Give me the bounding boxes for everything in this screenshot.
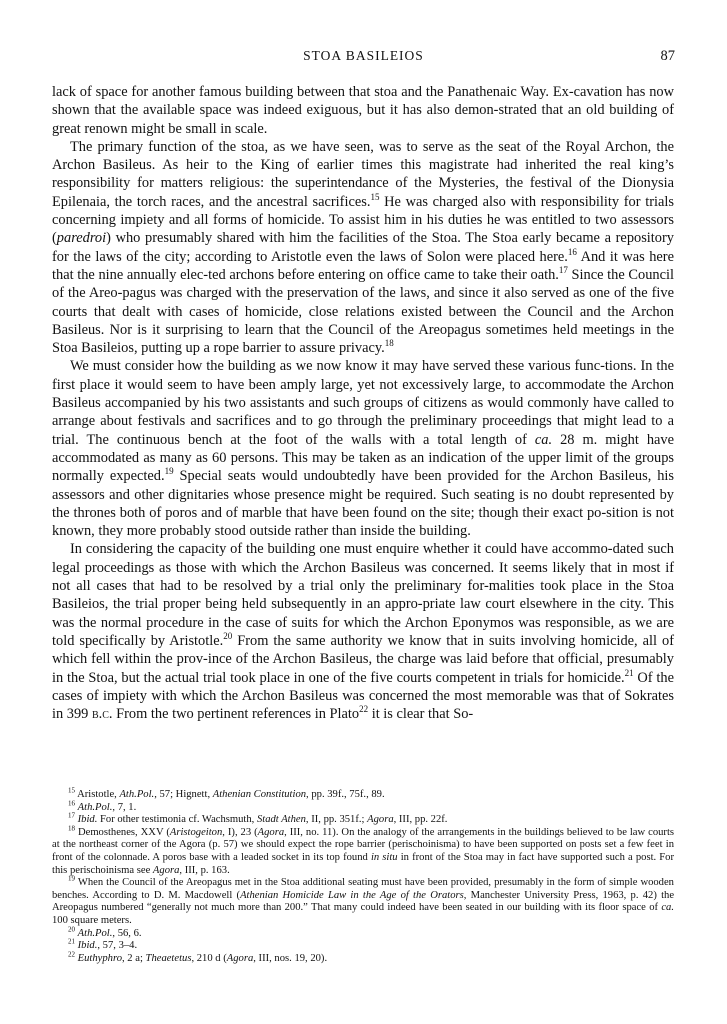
- text-run: 28 m. might have accommodated as many as 60 persons. This may be taken as an indication of the upper limit of the groups normally expected.: [52, 431, 674, 485]
- footnote: [52, 925, 674, 941]
- paragraph: [52, 138, 674, 358]
- footnote-reference: 20: [223, 631, 233, 642]
- text-run: , pp. 39f., 75f., 89.: [306, 789, 385, 800]
- page-header: [52, 48, 675, 66]
- footnote-reference: 18: [384, 338, 394, 349]
- footnote-number: 16: [68, 799, 75, 808]
- text-run: , 210 d (: [191, 952, 227, 964]
- footnote-reference: 22: [359, 704, 369, 715]
- italic-text: Agora: [367, 814, 394, 826]
- italic-text: Theaetetus: [145, 952, 192, 964]
- footnote-number: 19: [68, 874, 75, 883]
- text-run: lack of space for another famous building between that stoa and the Panathenaic Way. Ex-cavation has now shown that the available space was indeed exiguous, but it has also demon-strated that an old building of great renown might be small in scale.: [52, 84, 674, 137]
- running-head: STOA BASILEIOS: [303, 48, 424, 63]
- italic-text: Ibid.: [77, 814, 98, 826]
- footnote-number: 22: [68, 950, 75, 959]
- text-run: , 57; Hignett,: [154, 789, 213, 800]
- italic-text: ca.: [534, 431, 553, 448]
- text-run: Special seats would undoubtedly have been provided for the Archon Basileus, his assessors and other dignitaries whose presence might be required. Such seating is no doubt represented by the thrones both of poros and of marble that have been found on the site; though their exact po-sition is not known, they more probably stood outside rather than inside the building.: [52, 468, 674, 540]
- text-run: , 7, 1.: [112, 801, 137, 813]
- footnote: [52, 799, 674, 815]
- text-run: it is clear that So-: [368, 706, 474, 723]
- footnote: [52, 950, 674, 966]
- text-run: He was charged also with responsibility for trials concerning impiety and all forms of homicide. To assist him in his duties he was entitled to two assessors (: [52, 193, 674, 247]
- footnote: [52, 937, 674, 953]
- footnote: [52, 824, 675, 877]
- text-run: , II, pp. 351f.;: [305, 814, 368, 826]
- text-run: , 56, 6.: [112, 927, 142, 939]
- text-run: , III, no. 11). On the analogy of the arrangements in the buildings believed to be law courts at the northeast corner of the Agora (p. 57) we should expect the rope barrier (perischoinisma) to have been supported on posts set a few feet in front of the colonnade. A poros base with a leaded socket in its top found: [52, 826, 675, 863]
- footnote-number: 18: [68, 824, 75, 833]
- italic-text: Ibid.: [77, 940, 98, 952]
- text-run: , 57, 3–4.: [97, 940, 138, 952]
- text-run: The primary function of the stoa, as we have seen, was to serve as the seat of the Royal Archon, the Archon Basileus. As heir to the King of earlier times this magistrate had inherited the real king’s responsibility for matters religious: the superintendance of the Mysteries, the festival of the Dionysia Epilenaia, the torch races, and the ancestral sacrifices.: [52, 138, 674, 210]
- main-text: [52, 83, 674, 723]
- italic-text: Ath.Pol.: [77, 801, 113, 813]
- text-run: , III, pp. 22f.: [393, 814, 448, 826]
- text-run: in front of the Stoa may in fact have supported such a post. For this perischoinisma see: [52, 851, 674, 876]
- footnotes: [52, 786, 675, 965]
- text-run: 100 square meters.: [52, 914, 132, 926]
- footnote-reference: 21: [624, 667, 634, 678]
- italic-text: Athenian Homicide Law in the Age of the Orators: [240, 889, 464, 901]
- paragraph: [52, 540, 674, 723]
- footnote: [52, 874, 675, 927]
- italic-text: Ath.Pol.: [77, 927, 113, 939]
- footnote-number: 15: [68, 786, 75, 795]
- text-run: , Manchester University Press, 1963, p. 42) the Areopagus numbered “generally not much more than 200.” That many could indeed have been seated in our building with its floor space of: [52, 889, 675, 914]
- italic-text: paredroi: [56, 230, 107, 247]
- italic-text: Agora: [226, 952, 254, 964]
- italic-text: Athenian Constitution: [212, 789, 307, 800]
- italic-text: Agora: [257, 826, 285, 838]
- italic-text: in situ: [370, 851, 398, 863]
- text-run: , III, nos. 19, 20).: [253, 952, 328, 964]
- text-run: Of the cases of impiety with which the Archon Basileus was concerned the most memorable was that of Sokrates in 399: [52, 669, 674, 723]
- text-run: Demosthenes, XXV (: [77, 826, 170, 838]
- text-run: For other testimonia cf. Wachsmuth,: [97, 814, 257, 826]
- italic-text: Agora: [152, 864, 180, 876]
- text-run: And it was here that the nine annually elec-ted archons before entering on office came to take their oath.: [52, 248, 674, 283]
- italic-text: Stadt Athen: [256, 814, 306, 826]
- small-caps-text: b.c.: [91, 706, 113, 723]
- footnote-reference: 16: [567, 246, 577, 257]
- footnote: [52, 811, 674, 827]
- footnote-number: 21: [68, 937, 75, 946]
- text-run: From the two pertinent references in Plato: [112, 706, 360, 723]
- italic-text: Ath.Pol.: [119, 789, 155, 800]
- footnote-reference: 19: [164, 466, 174, 477]
- text-run: When the Council of the Areopagus met in the Stoa additional seating must have been provided, presumably in the form of simple wooden benches. According to D. M. Macdowell (: [52, 877, 674, 901]
- italic-text: ca.: [661, 902, 674, 914]
- footnote-number: 20: [68, 925, 75, 933]
- text-run: Since the Council of the Areo-pagus was charged with the preservation of the laws, and since it also served as one of the five courts that dealt with cases of homicide, close relations existed between the Council and the Archon Basileus. Nor is it surprising to learn that the Council of the Areopagus sometimes held meetings in the Stoa Basileios, putting up a rope barrier to assure privacy.: [52, 266, 674, 357]
- footnote-number: 17: [68, 811, 75, 820]
- paragraph: [52, 83, 674, 138]
- text-run: ) who presumably shared with him the facilities of the Stoa. The Stoa early became a repository for the laws of the city; according to Aristotle even the laws of Solon were placed here.: [52, 230, 674, 265]
- text-run: Aristotle,: [77, 789, 120, 800]
- text-run: , 2 a;: [122, 952, 146, 964]
- footnote-reference: 17: [558, 265, 568, 276]
- italic-text: Euthyphro: [77, 952, 122, 964]
- page-number: 87: [660, 48, 675, 64]
- text-run: , I), 23 (: [222, 826, 258, 838]
- paragraph: [52, 357, 674, 540]
- footnote: [52, 786, 674, 802]
- text-run: , III, p. 163.: [179, 864, 230, 876]
- text-run: From the same authority we know that in suits involving homicide, all of which fell within the prov-ince of the Archon Basileus, the charge was laid before that official, presumably in the Stoa, but the actual trial took place in one of the five courts competent in trials for homicide.: [52, 632, 674, 686]
- text-run: We must consider how the building as we now know it may have served these various func-tions. In the first place it would seem to have been amply large, yet not excessively large, to accommodate the Archon Basileus accompanied by his two assistants and such groups of citizens as would commonly have called to arrange about festivals and sacrifices and to go through the preliminary proceedings that might lead to a trial. The continuous bench at the foot of the walls with a total length of: [52, 358, 674, 448]
- italic-text: Aristogeiton: [169, 826, 223, 838]
- text-run: In considering the capacity of the building one must enquire whether it could have accommo-dated such legal proceedings as those with which the Archon Basileus was concerned. It seems likely that in most if not all cases that had to be resolved by a trial only the preliminary for-malities took place in the Stoa Basileios, the trial proper being held subsequently in an appro-priate law court elsewhere in the city. This was the normal procedure in the case of suits for which the Archon Eponymos was responsible, as we are told specifically by Aristotle.: [52, 541, 674, 649]
- footnote-reference: 15: [370, 191, 380, 202]
